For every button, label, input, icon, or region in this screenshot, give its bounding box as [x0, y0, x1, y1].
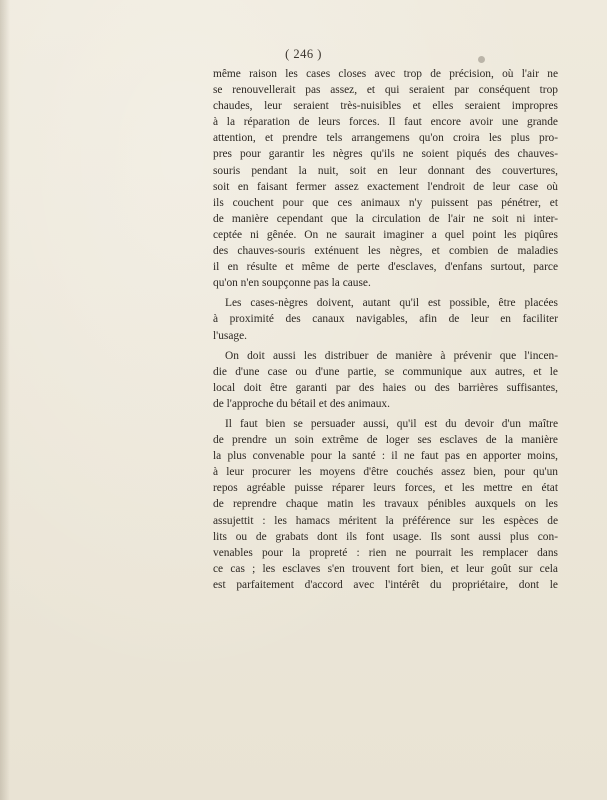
text-line: se renouvellerait pas assez, et qui seraient par conséquent trop [213, 84, 558, 97]
page-edge-shadow [0, 0, 10, 800]
text-line: ceptée ni gênée. On ne saurait imaginer a quel point les piqûres [213, 228, 558, 241]
paragraph [213, 348, 558, 412]
paragraph [213, 295, 558, 343]
text-line: qu'on n'en soupçonne pas la cause. [213, 277, 371, 290]
text-line: souris pendant la nuit, soit en leur donnant des couvertures, [213, 164, 558, 177]
text-line: Les cases-nègres doivent, autant qu'il est possible, être placées [225, 297, 558, 310]
text-line: de reprendre chaque matin les travaux pénibles auxquels on les [213, 498, 558, 511]
text-line: est parfaitement d'accord avec l'intérêt du propriétaire, dont le [213, 578, 558, 591]
text-line: On doit aussi les distribuer de manière à prévenir que l'incen- [225, 349, 558, 362]
text-line: attention, et prendre tels arrangemens qu'on croira les plus pro- [213, 132, 558, 145]
text-line: de prendre un soin extrême de loger ses esclaves de la manière [213, 434, 558, 447]
text-line: die d'une case ou d'une partie, se communique aux autres, et le [213, 365, 558, 378]
text-line: local doit être garanti par des haies ou des barrières suffisantes, [213, 381, 558, 394]
text-line: assujettit : les hamacs méritent la préférence sur les espèces de [213, 514, 558, 527]
text-line: ce cas ; les esclaves s'en trouvent fort bien, et leur goût sur cela [213, 562, 558, 575]
text-line: ils couchent pour que ces animaux n'y puissent pas pénétrer, et [213, 196, 558, 209]
text-line: il en résulte et même de perte d'esclaves, d'enfans surtout, parce [213, 261, 558, 274]
text-line: chaudes, leur seraient très-nuisibles et elles seraient impropres [213, 100, 558, 113]
text-line: même raison les cases closes avec trop de précision, où l'air ne [213, 68, 558, 80]
text-line: lits ou de grabats dont ils font usage. Ils sont aussi plus con- [213, 530, 558, 543]
text-line: de l'approche du bétail et des animaux. [213, 397, 390, 410]
text-line: à la réparation de leurs forces. Il faut encore avoir une grande [213, 116, 558, 129]
text-line: à leur procurer les moyens d'être couchés assez bien, pour qu'un [213, 466, 558, 479]
body-text [213, 66, 558, 593]
text-line: Il faut bien se persuader aussi, qu'il est du devoir d'un maître [225, 417, 558, 430]
text-line: des chauves-souris exténuent les nègres, et combien de maladies [213, 245, 558, 258]
page-number: ( 246 ) [285, 47, 322, 61]
text-line: repos agréable puisse réparer leurs forces, et les mettre en état [213, 482, 558, 495]
text-line: soit en faisant fermer assez exactement l'endroit de leur case où [213, 180, 558, 193]
paragraph [213, 66, 558, 291]
paragraph [213, 416, 558, 593]
text-line: de manière cependant que la circulation de l'air ne soit ni inter- [213, 212, 558, 225]
text-line: pres pour garantir les nègres qu'ils ne soient piqués des chauves- [213, 148, 558, 161]
text-line: à proximité des canaux navigables, afin de leur en faciliter [213, 313, 558, 326]
text-line: venables pour la propreté : rien ne pourrait les remplacer dans [213, 546, 558, 559]
text-line: l'usage. [213, 329, 247, 342]
text-line: la plus convenable pour la santé : il ne faut pas en apporter moins, [213, 450, 558, 463]
